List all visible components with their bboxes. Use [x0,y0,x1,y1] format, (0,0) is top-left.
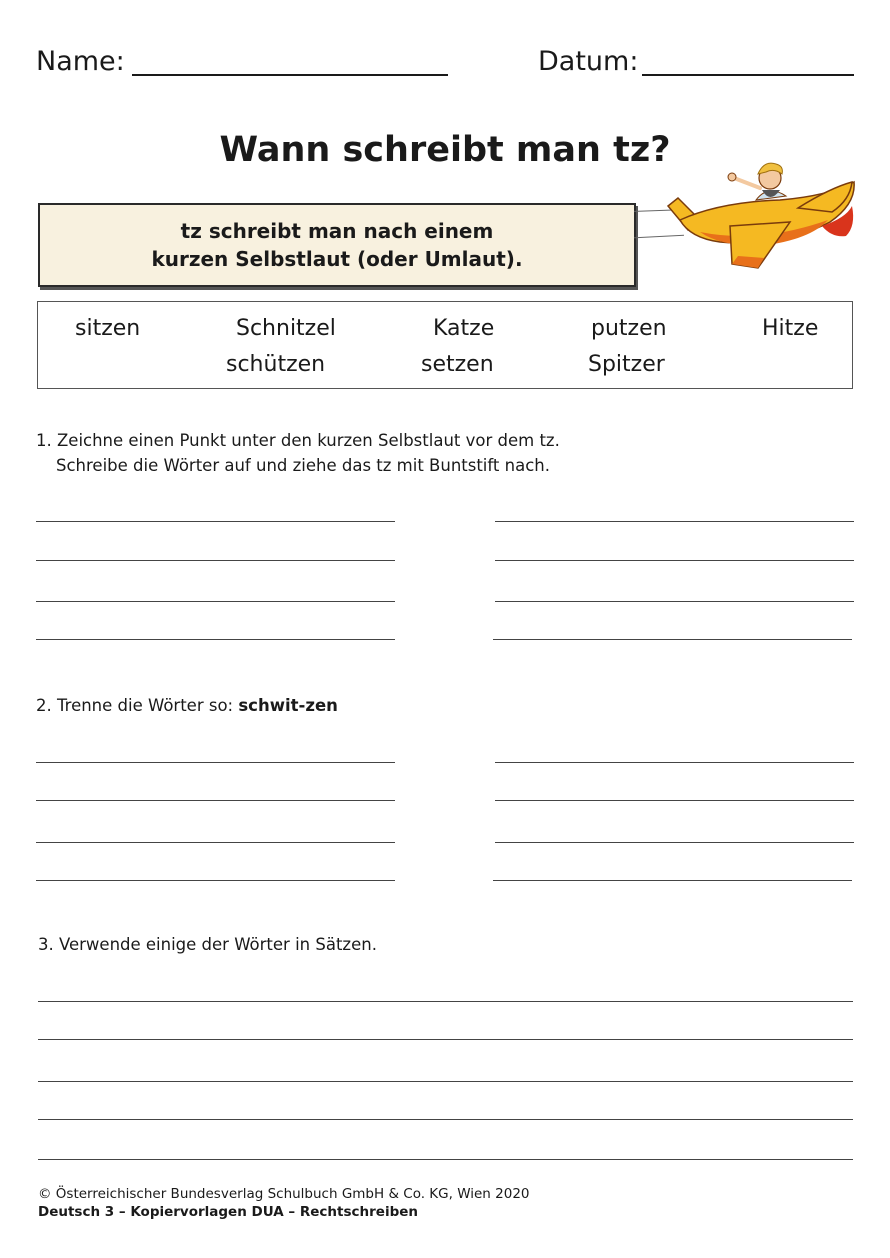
task-2-text: 2. Trenne die Wörter so: [36,696,239,715]
rule-line-1: tz schreibt man nach einem [180,219,494,243]
writing-line[interactable] [36,842,395,843]
word-item: Schnitzel [236,316,336,341]
airplane-with-child-icon [660,160,860,278]
task-3-instruction: 3. Verwende einige der Wörter in Sätzen. [38,935,377,954]
word-item: putzen [591,316,667,341]
word-item: sitzen [75,316,141,341]
date-field[interactable] [642,74,854,76]
writing-line[interactable] [36,560,395,561]
task-1-instruction: 1. Zeichne einen Punkt unter den kurzen Selbstlaut vor dem tz. [36,431,560,450]
name-label: Name: [36,46,125,77]
writing-line[interactable] [36,800,395,801]
name-field[interactable] [132,74,448,76]
writing-line[interactable] [38,1001,853,1002]
writing-line[interactable] [495,521,854,522]
task-1-instruction-2: Schreibe die Wörter auf und ziehe das tz mit Buntstift nach. [56,456,550,475]
writing-line[interactable] [38,1119,853,1120]
page-title: Wann schreibt man tz? [219,130,671,170]
writing-line[interactable] [38,1039,853,1040]
writing-line[interactable] [38,1081,853,1082]
footer-copyright: © Österreichischer Bundesverlag Schulbuch GmbH & Co. KG, Wien 2020 [38,1186,530,1202]
writing-line[interactable] [495,762,854,763]
writing-line[interactable] [36,639,395,640]
rule-line-2: kurzen Selbstlaut (oder Umlaut). [151,247,523,271]
writing-line[interactable] [493,639,852,640]
writing-line[interactable] [38,1159,853,1160]
date-label: Datum: [538,46,639,77]
writing-line[interactable] [36,521,395,522]
task-2-example: schwit-zen [238,696,338,715]
word-item: Hitze [762,316,819,341]
writing-line[interactable] [36,762,395,763]
writing-line[interactable] [493,880,852,881]
rule-box [38,203,636,287]
word-item: schützen [226,352,326,377]
writing-line[interactable] [495,842,854,843]
footer-series: Deutsch 3 – Kopiervorlagen DUA – Rechtschreiben [38,1204,419,1220]
writing-line[interactable] [495,560,854,561]
writing-line[interactable] [495,800,854,801]
word-item: Spitzer [588,352,665,377]
writing-line[interactable] [36,880,395,881]
task-2-instruction [36,693,338,718]
word-item: Katze [433,316,495,341]
writing-line[interactable] [36,601,395,602]
word-item: setzen [421,352,494,377]
writing-line[interactable] [495,601,854,602]
